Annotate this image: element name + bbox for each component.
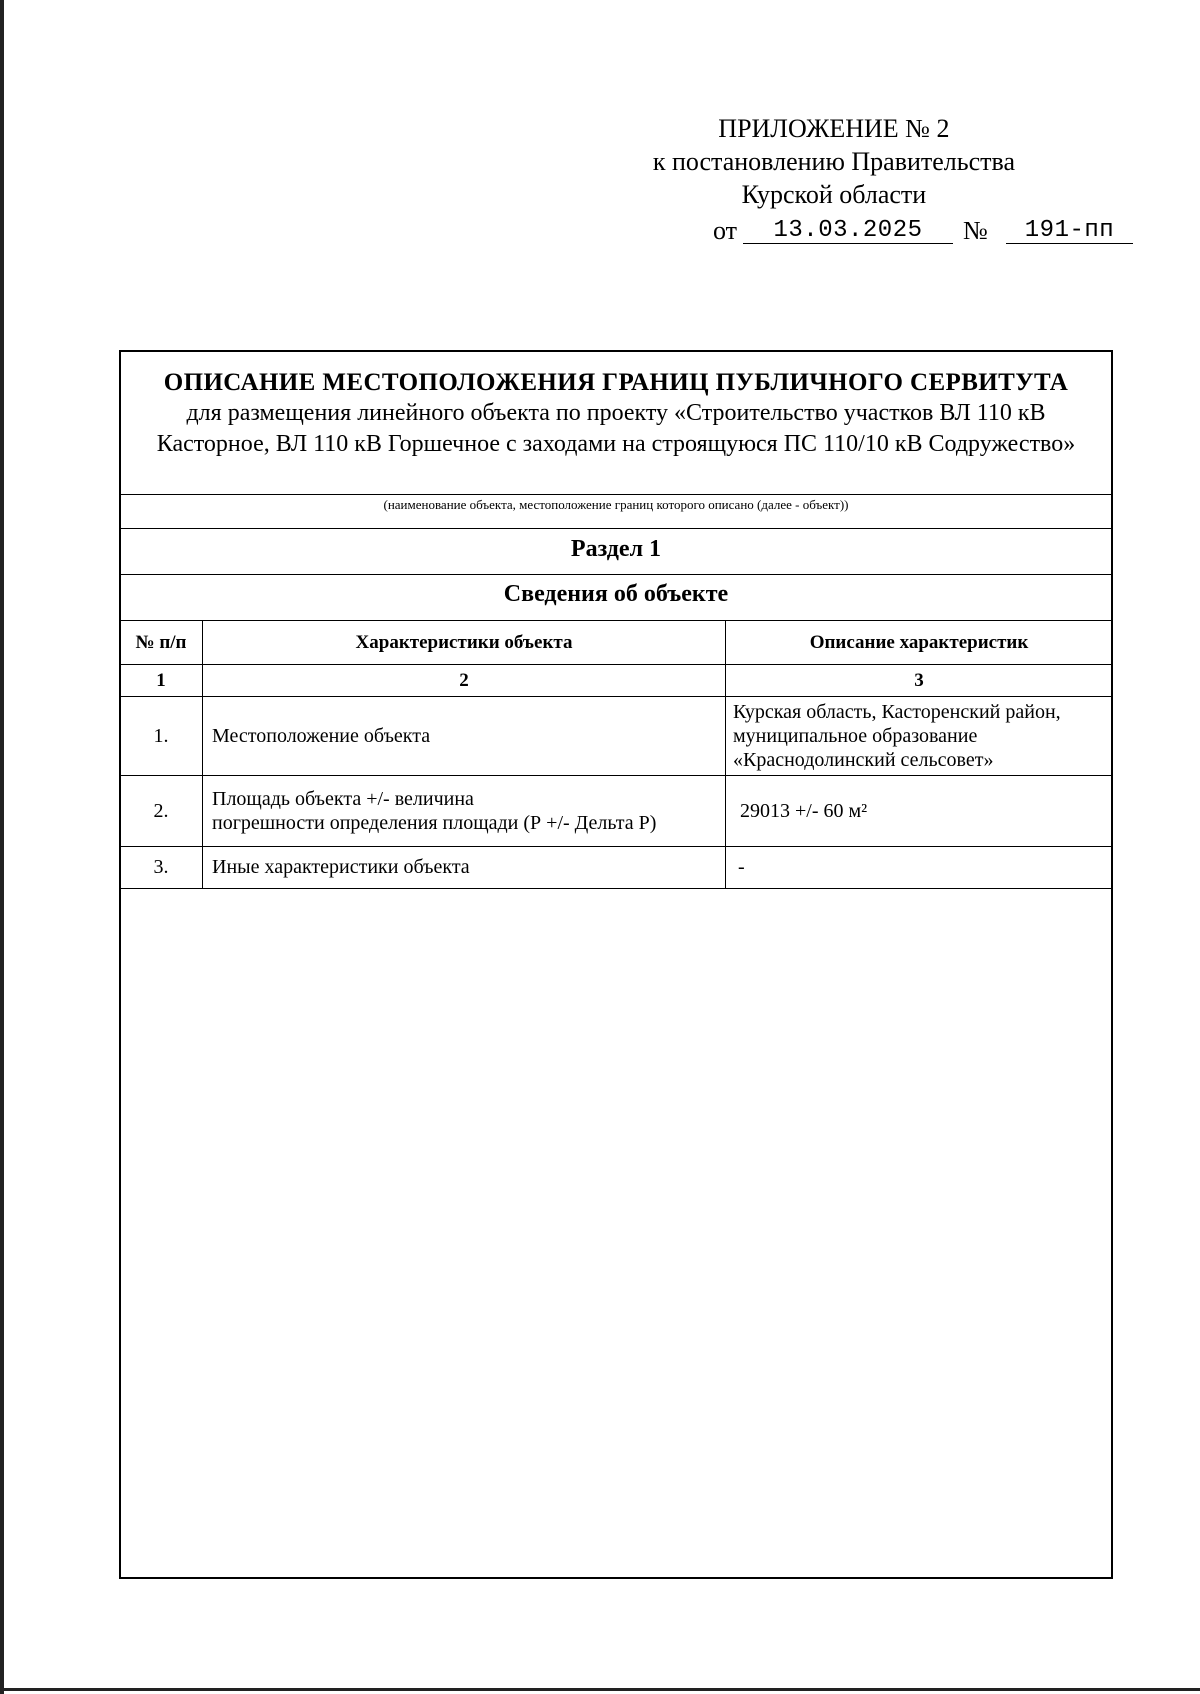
row-description: - xyxy=(726,847,1113,889)
description-line: «Краснодолинский сельсовет» xyxy=(733,749,994,771)
page-bottom-edge xyxy=(0,1688,1200,1691)
column-number: 2 xyxy=(203,665,726,697)
row-characteristic: Иные характеристики объекта xyxy=(203,847,726,889)
resolution-number: 191-пп xyxy=(1024,217,1115,244)
from-label: от xyxy=(713,216,738,245)
registration-line xyxy=(713,212,1115,248)
object-caption: (наименование объекта, местоположение границ которого описано (далее - объект)) xyxy=(383,497,849,512)
title-box xyxy=(121,352,1111,494)
resolution-date: 13.03.2025 xyxy=(773,217,923,244)
row-description xyxy=(726,697,1113,776)
divider xyxy=(121,494,1111,495)
appendix-number: ПРИЛОЖЕНИЕ № 2 xyxy=(718,114,950,143)
row-number: 1. xyxy=(120,697,203,776)
appendix-region: Курской области xyxy=(741,180,927,209)
title-subline-2: Касторное, ВЛ 110 кВ Горшечное с заходами на строящуюся ПС 110/10 кВ Содружество» xyxy=(156,431,1076,457)
characteristic-line: погрешности определения площади (Р +/- Дельта Р) xyxy=(212,812,657,834)
document-frame xyxy=(119,350,1113,1579)
header-description: Описание характеристик xyxy=(726,621,1113,665)
appendix-header xyxy=(653,112,1015,211)
row-characteristic: Местоположение объекта xyxy=(203,697,726,776)
object-info-table xyxy=(119,620,1113,889)
table-header-row xyxy=(120,621,1113,665)
column-number: 3 xyxy=(726,665,1113,697)
header-characteristics: Характеристики объекта xyxy=(203,621,726,665)
header-number: № п/п xyxy=(120,621,203,665)
table-row xyxy=(120,776,1113,847)
column-number-row xyxy=(120,665,1113,697)
appendix-resolution: к постановлению Правительства xyxy=(652,147,1015,176)
characteristic-line: Площадь объекта +/- величина xyxy=(212,788,474,810)
description-line: Курская область, Касторенский район, xyxy=(733,701,1061,723)
divider xyxy=(121,574,1111,575)
section-name: Раздел 1 xyxy=(570,536,662,562)
number-label: № xyxy=(963,216,988,245)
row-characteristic xyxy=(203,776,726,847)
table-row xyxy=(120,697,1113,776)
column-number: 1 xyxy=(120,665,203,697)
row-number: 2. xyxy=(120,776,203,847)
row-number: 3. xyxy=(120,847,203,889)
table-row xyxy=(120,847,1113,889)
section-subtitle: Сведения об объекте xyxy=(503,581,729,607)
document-title: ОПИСАНИЕ МЕСТОПОЛОЖЕНИЯ ГРАНИЦ ПУБЛИЧНОГО СЕРВИТУТА xyxy=(163,369,1069,396)
title-subline-1: для размещения линейного объекта по проекту «Строительство участков ВЛ 110 кВ xyxy=(186,400,1046,426)
row-description: 29013 +/- 60 м² xyxy=(726,776,1113,847)
page-left-edge xyxy=(0,0,4,1694)
description-line: муниципальное образование xyxy=(733,725,978,747)
divider xyxy=(121,528,1111,529)
